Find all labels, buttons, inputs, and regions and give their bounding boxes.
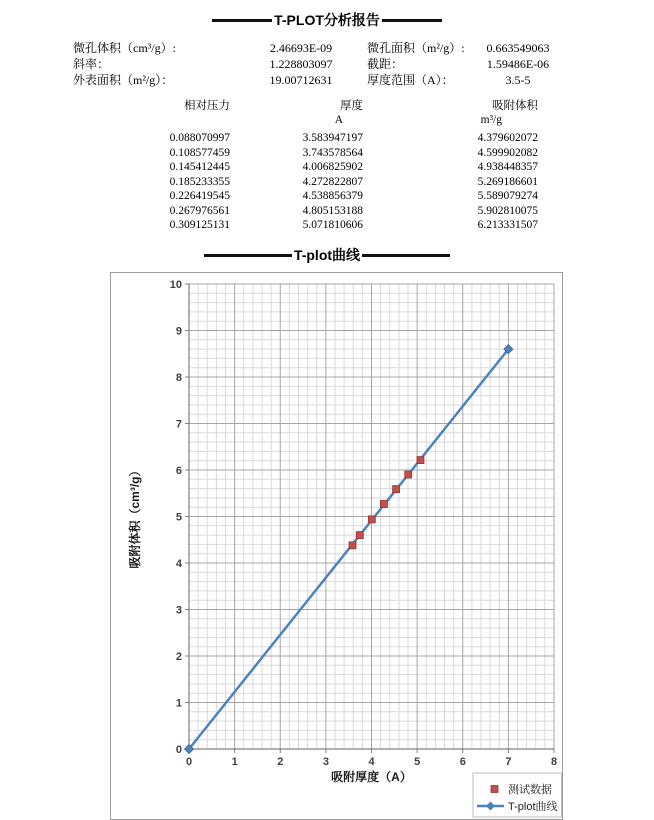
report-title: [0, 10, 654, 30]
table-cell: 0.309125131: [169, 219, 230, 231]
table-cell: 0.088070997: [169, 132, 230, 144]
chart-title-rule-left: [204, 254, 292, 257]
test-data-point: [393, 486, 400, 493]
table-cell: 0.185233355: [169, 175, 230, 188]
table-header-cell: 厚度: [340, 100, 363, 112]
param-label: 斜率：: [73, 57, 110, 71]
x-tick-label: 2: [277, 756, 284, 768]
y-axis-title: 吸附体积（cm³/g）: [128, 464, 142, 569]
x-tick-label: 0: [185, 756, 193, 768]
table-units-row: [110, 114, 538, 127]
y-tick-label: 0: [175, 744, 182, 756]
table-cell: 3.743578564: [302, 146, 363, 159]
param-value: 3.5-5: [505, 73, 531, 87]
table-cell: 0.267976561: [169, 204, 230, 217]
test-data-point: [417, 457, 424, 464]
table-cell: 5.589079274: [477, 190, 538, 202]
table-cell: 5.902810075: [477, 204, 538, 217]
param-label: 厚度范围（A）：: [367, 73, 454, 87]
table-unit-cell: [110, 114, 230, 127]
title-rule-right: [382, 19, 442, 22]
table-cell: 5.071810606: [302, 219, 363, 231]
param-value: 0.663549063: [486, 41, 550, 55]
table-row: [110, 131, 538, 146]
x-tick-label: 1: [231, 756, 238, 768]
table-cell: 4.379602072: [477, 132, 538, 144]
x-tick-label: 3: [322, 756, 329, 768]
param-row: [73, 40, 579, 56]
param-row: [73, 56, 579, 72]
param-label: 微孔面积（m²/g）:: [367, 41, 465, 55]
y-tick-label: 5: [175, 511, 182, 524]
table-cell: 4.938448357: [477, 161, 538, 173]
param-value: 1.59486E-06: [486, 57, 550, 71]
legend-test-data-label: 测试数据: [508, 784, 552, 796]
tplot-chart: [111, 273, 562, 819]
test-data-point: [405, 471, 412, 478]
table-cell: 6.213331507: [477, 219, 538, 231]
table-row: [110, 175, 538, 190]
table-row: [110, 189, 538, 204]
y-tick-label: 8: [175, 372, 182, 384]
y-tick-label: 6: [175, 465, 182, 477]
table-header-cell: 相对压力: [184, 100, 230, 112]
table-row: [110, 218, 538, 233]
summary-params: [73, 40, 579, 88]
table-cell: 0.145412445: [169, 161, 230, 173]
param-row: [73, 72, 579, 88]
table-cell: 4.538856379: [302, 190, 363, 202]
table-cell: 4.272822807: [302, 175, 363, 188]
param-label: 外表面积（m²/g）：: [73, 73, 174, 87]
chart-title-text: T-plot曲线: [293, 247, 361, 263]
table-cell: 4.805153188: [302, 204, 363, 217]
table-cell: 0.226419545: [169, 190, 230, 202]
y-tick-label: 7: [175, 418, 182, 431]
param-label: 微孔体积（cm³/g）:: [73, 41, 176, 55]
test-data-point: [380, 500, 387, 507]
legend-test-data-marker: [491, 786, 498, 793]
x-axis-title: 吸附厚度（A）: [331, 770, 412, 784]
y-tick-label: 1: [175, 697, 182, 710]
test-data-point: [368, 516, 375, 523]
y-tick-label: 10: [169, 279, 182, 291]
param-label: 截距：: [367, 57, 404, 71]
chart-title: [0, 245, 654, 265]
chart-legend: [473, 773, 562, 817]
y-tick-label: 2: [175, 651, 182, 663]
table-header-row: [110, 99, 538, 114]
x-tick-label: 7: [505, 756, 512, 768]
table-unit-cell: A: [334, 114, 343, 126]
table-cell: 0.108577459: [169, 146, 230, 159]
table-row: [110, 146, 538, 161]
table-row: [110, 160, 538, 175]
x-tick-label: 4: [368, 756, 375, 768]
report-title-text: T-PLOT分析报告: [274, 12, 380, 28]
y-tick-label: 3: [175, 604, 182, 617]
x-tick-label: 6: [459, 756, 466, 768]
data-table: [110, 99, 538, 233]
table-cell: 4.006825902: [302, 161, 363, 173]
table-cell: 5.269186601: [477, 175, 538, 188]
table-cell: 4.599902082: [477, 146, 538, 159]
chart-frame: [110, 272, 563, 820]
x-tick-label: 5: [414, 756, 421, 768]
table-cell: 3.583947197: [302, 132, 363, 144]
table-unit-cell: m³/g: [480, 114, 502, 126]
y-tick-label: 9: [175, 325, 182, 338]
y-tick-label: 4: [175, 558, 182, 570]
table-row: [110, 204, 538, 219]
x-tick-label: 8: [550, 756, 558, 768]
param-value: 1.228803097: [269, 57, 333, 71]
param-value: 19.00712631: [269, 73, 333, 87]
param-value: 2.46693E-09: [269, 41, 333, 55]
chart-title-rule-right: [362, 254, 450, 257]
test-data-point: [349, 542, 356, 549]
title-rule-left: [212, 19, 272, 22]
test-data-point: [356, 532, 363, 539]
legend-fit-line-label: T-plot曲线: [508, 801, 558, 813]
table-header-cell: 吸附体积: [492, 100, 538, 112]
